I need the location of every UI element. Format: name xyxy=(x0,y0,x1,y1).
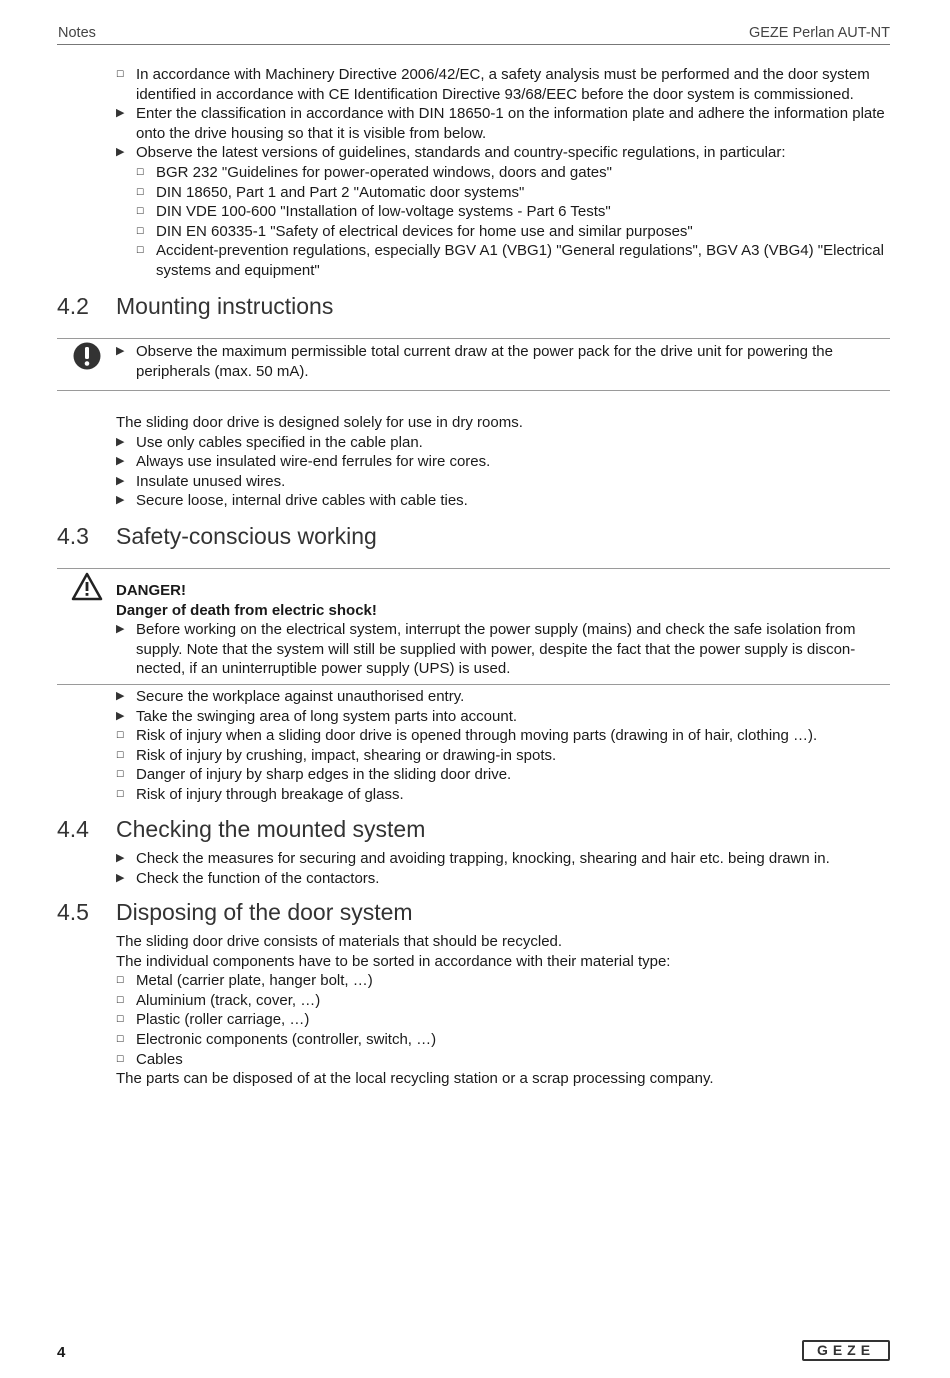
square-bullet-icon: ☐ xyxy=(116,749,125,760)
geze-logo: GEZE xyxy=(802,1340,890,1361)
square-bullet-icon: ☐ xyxy=(116,994,125,1005)
section-title-mounting: Mounting instructions xyxy=(116,293,334,319)
list-item: ▶ Observe the maximum permissible total current draw at the power pack for the drive unit for powering the peripherals (max. 50 mA). xyxy=(116,343,833,380)
paragraph: The sliding door drive is designed solely for use in dry rooms. xyxy=(116,414,523,431)
danger-box xyxy=(116,581,891,679)
list-item: ☐ Risk of injury through breakage of glass. xyxy=(116,785,404,803)
running-header-product: GEZE Perlan AUT-NT xyxy=(748,25,890,41)
list-item: ☐ Aluminium (track, cover, …) xyxy=(116,991,321,1009)
warning-triangle-icon xyxy=(71,572,103,602)
square-bullet-icon: ☐ xyxy=(116,69,125,79)
square-bullet-icon: ☐ xyxy=(116,730,125,741)
triangle-bullet-icon: ▶ xyxy=(116,345,125,357)
section-number: 4.5 xyxy=(57,899,89,925)
section-title-safety: Safety-conscious working xyxy=(116,523,377,549)
square-bullet-icon: ☐ xyxy=(136,166,145,177)
running-header-section: Notes xyxy=(58,25,96,41)
section-number: 4.2 xyxy=(57,293,89,319)
square-bullet-icon: ☐ xyxy=(116,975,125,986)
square-bullet-icon: ☐ xyxy=(116,788,125,799)
list-item: ▶ Take the swinging area of long system parts into account. xyxy=(116,707,518,725)
square-bullet-icon: ☐ xyxy=(136,225,145,236)
square-bullet-icon: ☐ xyxy=(136,186,145,197)
triangle-bullet-icon: ▶ xyxy=(116,107,125,120)
exclamation-icon xyxy=(72,341,102,371)
sub-list-item: ☐ DIN VDE 100-600 "Installation of low-voltage systems - Part 6 Tests" xyxy=(136,203,611,221)
safety-list xyxy=(116,687,891,805)
paragraph: The sliding door drive consists of materials that should be recycled. xyxy=(116,933,563,950)
triangle-bullet-icon: ▶ xyxy=(116,435,125,448)
triangle-bullet-icon: ▶ xyxy=(116,474,125,487)
section-title-disposing: Disposing of the door system xyxy=(116,899,413,925)
section-number: 4.4 xyxy=(57,816,89,842)
list-item: ▶ Check the measures for securing and avoiding trapping, knocking, shearing and hair etc. being drawn in. xyxy=(116,850,830,867)
section-number: 4.3 xyxy=(57,523,89,549)
list-item: ☐ Cables xyxy=(116,1050,183,1068)
list-item: ▶ Always use insulated wire-end ferrules for wire cores. xyxy=(116,453,491,471)
square-bullet-icon: ☐ xyxy=(116,1053,125,1064)
paragraph: The parts can be disposed of at the local recycling station or a scrap processing company. xyxy=(116,1070,714,1088)
checking-list xyxy=(116,849,891,888)
triangle-bullet-icon: ▶ xyxy=(116,852,125,864)
list-item: ▶ Secure loose, internal drive cables with cable ties. xyxy=(116,492,468,510)
triangle-bullet-icon: ▶ xyxy=(116,494,125,507)
square-bullet-icon: ☐ xyxy=(116,1014,125,1025)
list-item: ▶ Use only cables specified in the cable plan. xyxy=(116,433,423,451)
notice-top-rule xyxy=(57,338,890,339)
list-item: ☐ Risk of injury by crushing, impact, shearing or drawing-in spots. xyxy=(116,746,557,764)
square-bullet-icon: ☐ xyxy=(116,1033,125,1044)
section-title-checking: Checking the mounted system xyxy=(116,816,426,842)
sub-list-item: ☐ BGR 232 "Guidelines for power-operated windows, doors and gates" xyxy=(136,163,612,181)
intro-list xyxy=(116,65,891,281)
list-item: ▶ Check the function of the contactors. xyxy=(116,869,380,887)
triangle-bullet-icon: ▶ xyxy=(116,871,125,884)
list-item: ▶ Observe the latest versions of guidelines, standards and country-specific regulations, in particular: ☐ BGR 232 "Guidelines for power-operated windows, doors and gates" ☐ DIN 18650, Part 1 and Part 2 "Automatic door systems" ☐ DIN VDE 100-600 "Installation of low-voltage systems - Part 6 Tests" ☐ DIN EN 60335-1 "Safety of electrical devices for home use and similar purposes" ☐ Accident-prevention regulations, especially BGV A1 (VBG1) "General regulations", BGV A3 (VBG4) "Electrical systems and equipment" xyxy=(116,143,891,280)
triangle-bullet-icon: ▶ xyxy=(116,690,125,702)
disposing-body xyxy=(116,932,891,1089)
triangle-bullet-icon: ▶ xyxy=(116,709,125,722)
list-item: ☐ In accordance with Machinery Directive 2006/42/EC, a safety analysis must be performed and the door system identified in accordance with CE Identification Directive 93/68/EEC before the door system is commissioned. xyxy=(116,66,870,103)
triangle-bullet-icon: ▶ xyxy=(116,146,125,159)
sub-list-item: ☐ DIN EN 60335-1 "Safety of electrical devices for home use and similar purposes" xyxy=(136,222,693,240)
list-item: ▶ Enter the classification in accordance with DIN 18650-1 on the information plate and adhere the information plate onto the drive housing so that it is visible from below. xyxy=(116,105,885,142)
triangle-bullet-icon: ▶ xyxy=(116,623,125,636)
list-item: ☐ Metal (carrier plate, hanger bolt, …) xyxy=(116,972,373,990)
notice-bottom-rule xyxy=(57,390,890,391)
sub-list-item: ☐ Accident-prevention regulations, especially BGV A1 (VBG1) "General regulations", BGV A3 (VBG4) "Electrical systems and equipment" xyxy=(136,242,884,279)
square-bullet-icon: ☐ xyxy=(136,245,145,256)
page-number: 4 xyxy=(57,1344,66,1361)
danger-subheading: Danger of death from electric shock! xyxy=(116,601,377,619)
list-item: ☐ Plastic (roller carriage, …) xyxy=(116,1011,310,1029)
paragraph: The individual components have to be sorted in accordance with their material type: xyxy=(116,952,671,970)
square-bullet-icon: ☐ xyxy=(116,769,125,780)
header-rule xyxy=(57,44,890,45)
triangle-bullet-icon: ▶ xyxy=(116,455,125,468)
danger-bottom-rule xyxy=(57,684,890,685)
mounting-body xyxy=(116,413,891,511)
list-item: ☐ Risk of injury when a sliding door drive is opened through moving parts (drawing in of hair, clothing …). xyxy=(116,727,818,745)
list-item: ▶ Secure the workplace against unauthorised entry. xyxy=(116,688,465,705)
sub-list-item: ☐ DIN 18650, Part 1 and Part 2 "Automatic door systems" xyxy=(136,183,525,201)
list-item: ☐ Danger of injury by sharp edges in the sliding door drive. xyxy=(116,766,512,784)
list-item: ▶ Insulate unused wires. xyxy=(116,472,286,490)
danger-top-rule xyxy=(57,568,890,569)
list-item: ▶ Before working on the electrical system, interrupt the power supply (mains) and check the safe isolation from supply. Note that the system will still be supplied with power, despite the fact that the power supply is disconnected, if an uninterruptible power supply (UPS) is used. xyxy=(116,621,856,678)
list-item: ☐ Electronic components (controller, switch, …) xyxy=(116,1030,437,1048)
danger-label: DANGER! xyxy=(116,582,186,599)
notice-text xyxy=(116,342,891,381)
square-bullet-icon: ☐ xyxy=(136,206,145,217)
